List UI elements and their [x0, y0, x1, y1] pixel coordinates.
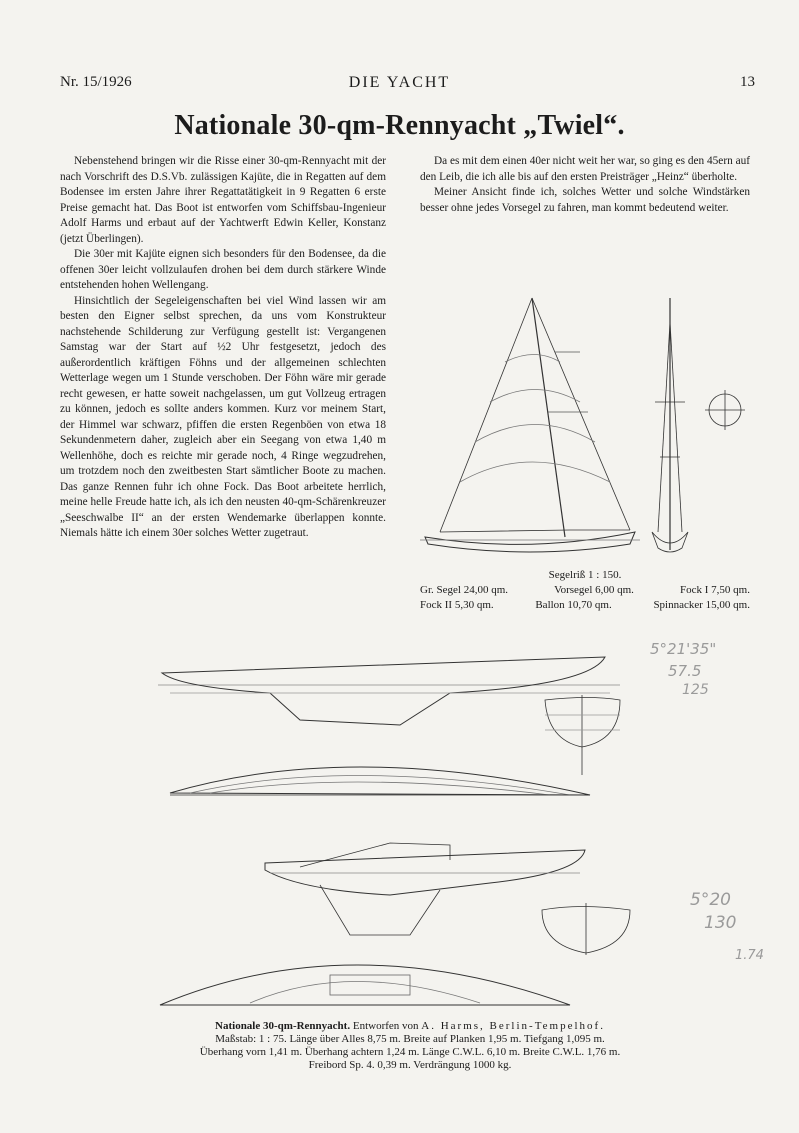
- sail-area: Fock I 7,50 qm.: [680, 584, 750, 596]
- sail-plan-caption: [420, 568, 750, 613]
- article-title: Nationale 30-qm-Rennyacht „Twiel“.: [174, 110, 625, 141]
- pencil-note: 1.74: [735, 948, 764, 963]
- paragraph: Hinsichtlich der Segeleigenschaften bei viel Wind lassen wir am besten den Eigner selbst sprechen, da uns vom Konstrukteur nachstehende Schilderung zur Verfügung gestellt ist: Vergangenen Samstag war der Start auf ½2 Uhr festgesetzt, jedoch des außerordentlich kräftigen Föhns und der allgemeinen schlechten Wetterlage wegen um 1 Stunde verschoben. Der Föhn wäre mir gerade recht gewesen, er hatte soweit nachgelassen, um gut Vollzeug ertragen zu können, jedoch es sollte anders kommen. Kurz vor meinem Start, der Himmel war schwarz, pfiffen die ersten Regenböen von etwa 18 Sekundenmetern daher, zugleich aber ein Seegang von etwa 1,40 m Wellenhöhe, doch es reichte mir gerade noch, 4 Ringe wegzudrehen, um trotzdem noch den zweitbesten Start sämtlicher Boote zu machen. Das ganze Rennen fuhr ich ohne Fock. Das Boot arbeitete herrlich, meine helle Freude hatte ich, als ich den neusten 40-qm-Schärenkreuzer „Seeschwalbe II“ an der ersten Wendemarke überlappen konnte. Niemals hätte ich einem 30er solches Wetter zugetraut.: [60, 294, 386, 539]
- issue-number: Nr. 15/1926: [60, 74, 132, 90]
- sail-plan-drawing: [420, 292, 760, 562]
- lines-caption-line-3: Überhang vorn 1,41 m. Überhang achtern 1,24 m. Länge C.W.L. 6,10 m. Breite C.W.L. 1,76 m.: [199, 1046, 621, 1058]
- paragraph: Da es mit dem einen 40er nicht weit her war, so ging es den 45ern auf den Leib, die ich alle bis auf den ersten Preisträger „Heinz“ überholte.: [420, 155, 750, 183]
- pencil-note: 5°20: [690, 890, 731, 910]
- pencil-note: 125: [682, 682, 709, 698]
- left-column: [60, 154, 386, 542]
- paragraph: Die 30er mit Kajüte eignen sich besonders für den Bodensee, da die offenen 30er leicht vollzulaufen drohen bei dem durch stärkere Winde entstehenden hohen Wellengang.: [60, 248, 386, 291]
- lines-plan-drawing: [150, 645, 650, 1015]
- sail-area: Vorsegel 6,00 qm.: [554, 584, 634, 596]
- designer-name: A. Harms, Berlin-Tempelhof.: [421, 1020, 605, 1032]
- journal-name: DIE YACHT: [348, 74, 451, 91]
- paragraph: Meiner Ansicht finde ich, solches Wetter und solche Windstärken besser ohne jedes Vorsegel zu fahren, man kommt bedeutend weiter.: [420, 186, 750, 214]
- lines-plan-caption: [100, 1020, 720, 1072]
- lines-caption-line-4: Freibord Sp. 4. 0,39 m. Verdrängung 1000 kg.: [308, 1059, 512, 1071]
- lines-caption-line-1: [100, 1020, 720, 1033]
- lines-caption-title: Nationale 30-qm-Rennyacht.: [215, 1020, 351, 1032]
- right-column: [420, 154, 750, 216]
- sail-areas-row-1: [420, 583, 750, 598]
- pencil-note: 57.5: [668, 662, 702, 680]
- sail-plan-title: Segelriß 1 : 150.: [548, 569, 622, 581]
- pencil-note: 130: [704, 913, 737, 933]
- lines-caption-line-2: Maßstab: 1 : 75. Länge über Alles 8,75 m. Breite auf Planken 1,95 m. Tiefgang 1,095 m.: [215, 1033, 605, 1045]
- sail-area: Spinnacker 15,00 qm.: [653, 599, 750, 611]
- sail-area: Fock II 5,30 qm.: [420, 599, 494, 611]
- pencil-note: 5°21'35": [650, 640, 717, 658]
- designer-prefix: Entworfen von: [352, 1020, 419, 1032]
- sail-areas-row-2: [420, 598, 750, 613]
- sail-area: Gr. Segel 24,00 qm.: [420, 584, 508, 596]
- page-number: 13: [740, 74, 755, 90]
- sail-area: Ballon 10,70 qm.: [535, 599, 612, 611]
- paragraph: Nebenstehend bringen wir die Risse einer 30-qm-Rennyacht mit der nach Vorschrift des D.S.Vb. zulässigen Kajüte, die in Regatten auf dem Bodensee im ersten Jahre ihrer Regattatätigkeit in 9 Regatten 6 erste Preise gemacht hat. Das Boot ist entworfen vom Schiffsbau-Ingenieur Adolf Harms und erbaut auf der Yachtwerft Edwin Keller, Konstanz (jetzt Überlingen).: [60, 155, 386, 245]
